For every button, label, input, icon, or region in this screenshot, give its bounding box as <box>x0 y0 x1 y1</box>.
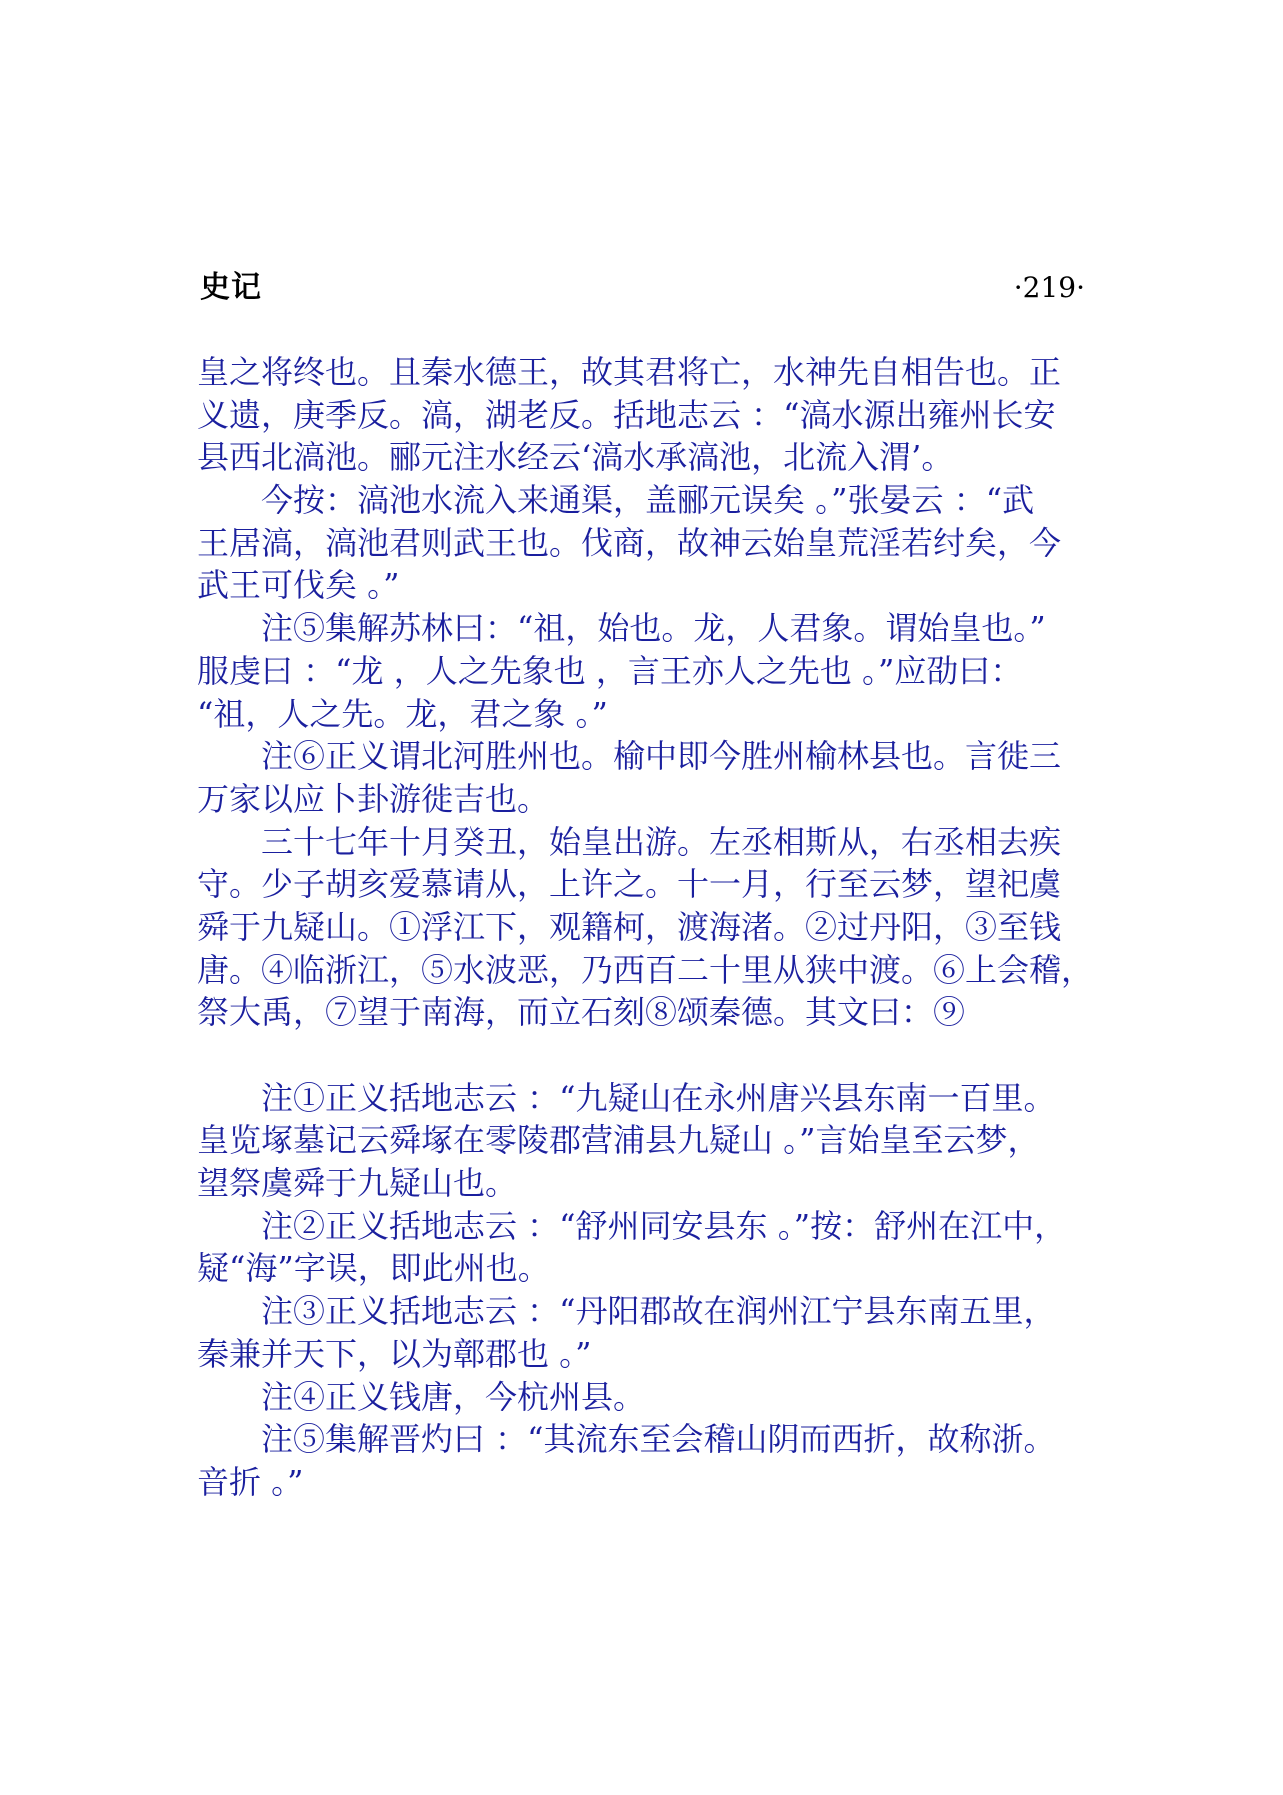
text-line: 注③正义括地志云 ：“丹阳郡故在润州江宁县东南五里， <box>261 1292 1056 1331</box>
text-line: 注⑤集解晋灼曰 ：“其流东至会稽山阴而西折，故称浙。 <box>261 1420 1056 1459</box>
text-line: 皇之将终也。且秦水德王，故其君将亡，水神先自相告也。正 <box>197 353 1062 391</box>
text-line: 三十七年十月癸丑，始皇出游。左丞相斯从，右丞相去疾 <box>261 822 1062 861</box>
text-line: 万家以应卜卦游徙吉也。 <box>197 779 550 818</box>
text-line: 注④正义钱唐，今杭州县。 <box>261 1377 646 1416</box>
page-body <box>197 351 1117 1504</box>
note-paragraph <box>197 1077 1117 1205</box>
paragraph <box>197 479 1117 607</box>
text-line: 舜于九疑山。①浮江下，观籍柯，渡海渚。②过丹阳，③至钱 <box>197 907 1062 946</box>
text-line: 疑“海”字误，即此州也。 <box>197 1249 550 1288</box>
main-text <box>197 351 1117 1034</box>
running-header <box>0 266 1283 309</box>
text-line: 音折 。” <box>197 1462 304 1501</box>
book-title: 史记 <box>200 270 262 305</box>
text-line: 秦兼并天下，以为鄣郡也 。” <box>197 1334 592 1373</box>
text-line: 县西北滈池。郦元注水经云‘滈水承滈池，北流入渭’。 <box>197 438 954 477</box>
note-paragraph <box>197 1376 1117 1419</box>
text-line: 望祭虞舜于九疑山也。 <box>197 1164 518 1203</box>
text-line: 注⑥正义谓北河胜州也。榆中即今胜州榆林县也。言徙三 <box>261 737 1062 776</box>
paragraph <box>197 821 1117 1034</box>
text-line: 祭大禹，⑦望于南海，而立石刻⑧颂秦德。其文曰：⑨ <box>197 993 966 1032</box>
text-line: 注①正义括地志云 ：“九疑山在永州唐兴县东南一百里。 <box>261 1078 1056 1117</box>
text-line: 服虔曰 ：“龙 ，人之先象也 ，言王亦人之先也 。”应劭曰： <box>197 651 1023 690</box>
text-line: 武王可伐矣 。” <box>197 566 400 605</box>
text-line: 今按：滈池水流入来通渠，盖郦元误矣 。”张晏云 ：“武 <box>261 481 1035 520</box>
note-paragraph <box>197 1418 1117 1503</box>
paragraph <box>197 735 1117 820</box>
page-number: ·219· <box>1013 271 1085 304</box>
note-paragraph <box>197 1290 1117 1375</box>
paragraph <box>197 607 1117 735</box>
text-line: 注⑤集解苏林曰：“祖，始也。龙，人君象。谓始皇也。” <box>261 609 1046 648</box>
note-paragraph <box>197 1205 1117 1290</box>
text-line: 皇览塚墓记云舜塚在零陵郡营浦县九疑山 。”言始皇至云梦， <box>197 1121 1040 1160</box>
notes-section <box>197 1077 1117 1504</box>
paragraph <box>197 351 1117 479</box>
text-line: 义遗，庚季反。滈，湖老反。括地志云 ：“滈水源出雍州长安 <box>197 395 1056 434</box>
text-line: 唐。④临浙江，⑤水波恶，乃西百二十里从狭中渡。⑥上会稽， <box>197 950 1094 989</box>
text-line: “祖，人之先。龙，君之象 。” <box>197 694 608 733</box>
text-line: 注②正义括地志云 ：“舒州同安县东 。”按：舒州在江中， <box>261 1206 1067 1245</box>
text-line: 王居滈，滈池君则武王也。伐商，故神云始皇荒淫若纣矣，今 <box>197 523 1062 562</box>
text-line: 守。少子胡亥爱慕请从，上许之。十一月，行至云梦，望祀虞 <box>197 865 1062 904</box>
